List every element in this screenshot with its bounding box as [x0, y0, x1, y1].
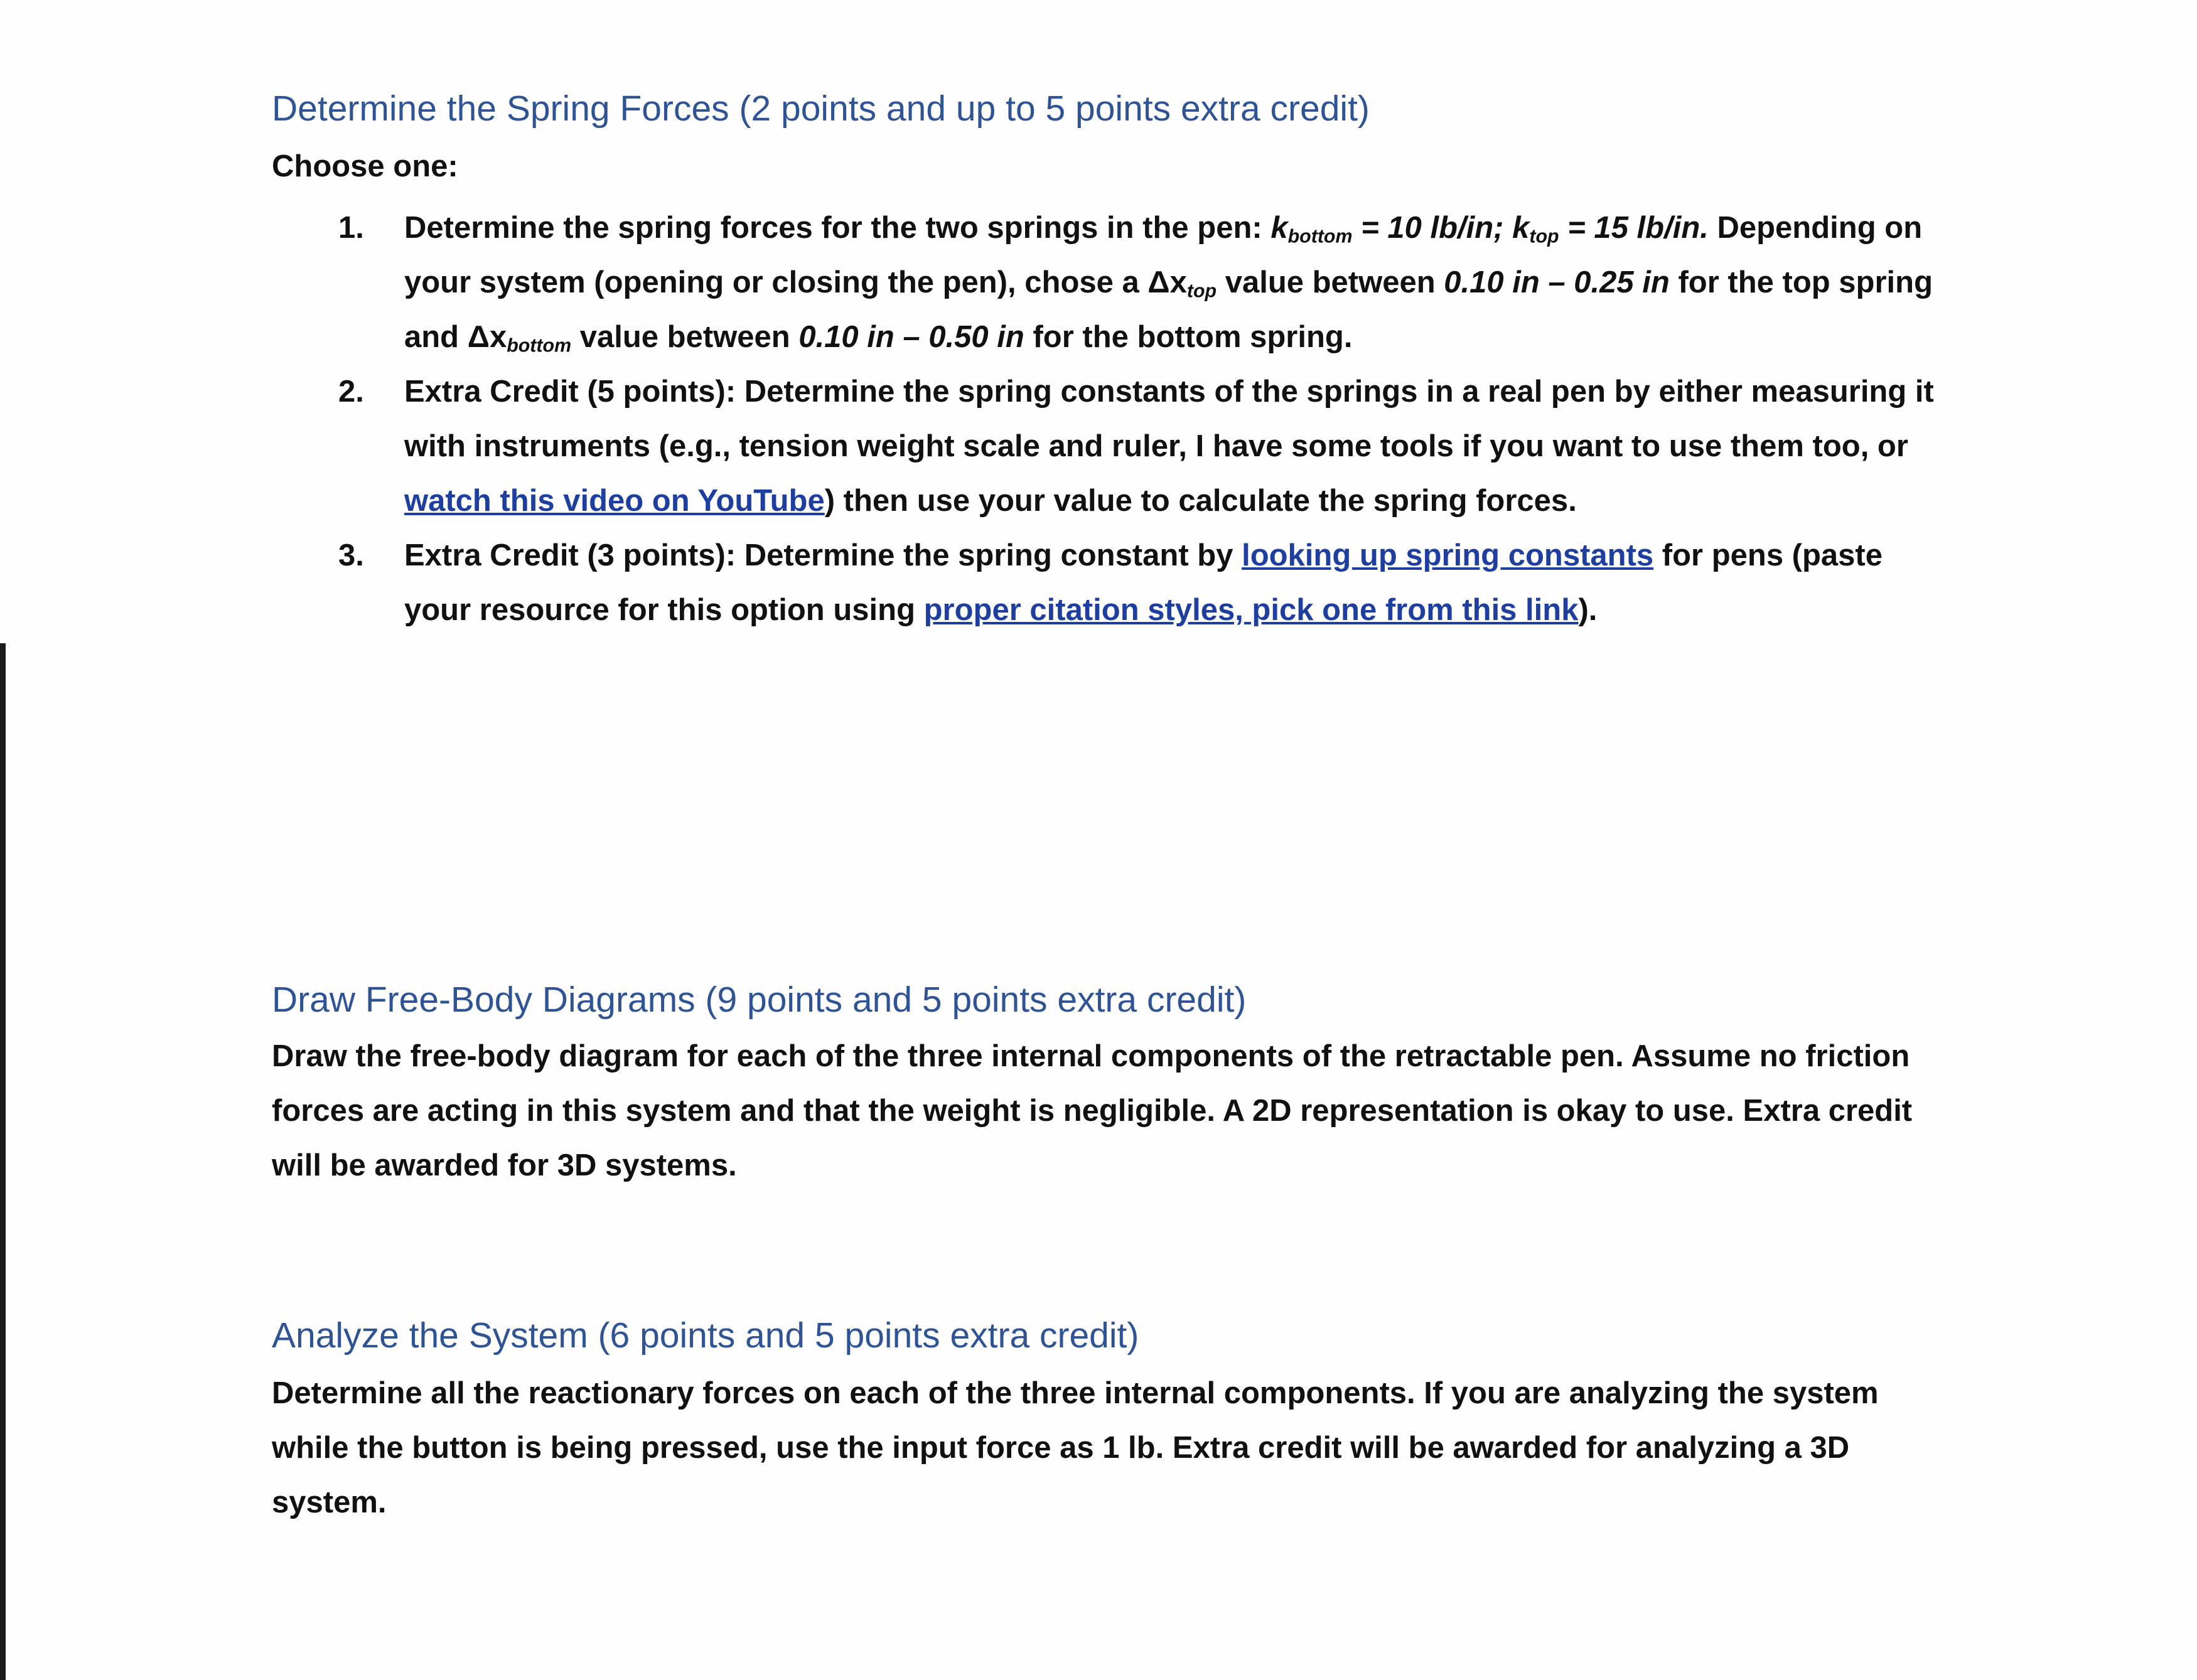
section-heading-free-body-diagrams: Draw Free-Body Diagrams (9 points and 5 points extra credit) [272, 980, 1247, 1020]
option-text [404, 211, 1933, 354]
text-segment: Determine the spring forces for the two springs in the pen: [404, 211, 1271, 245]
text-segment: value between [1217, 265, 1444, 299]
subscript-text: top [1186, 280, 1217, 302]
option-item-2 [338, 365, 1945, 528]
choose-one-label: Choose one: [272, 149, 458, 183]
hyperlink[interactable]: looking up spring constants [1242, 538, 1654, 572]
text-segment: ). [1578, 593, 1598, 627]
text-segment: for the bottom spring. [1024, 320, 1353, 354]
option-number: 3. [338, 538, 364, 572]
analyze-system-instructions: Determine all the reactionary forces on each of the three internal components. If you are analyzing the system while the button is being pressed, use the input force as 1 lb. Extra credit will be awarded for analyzing a 3D system. [272, 1376, 1879, 1519]
text-segment: for the top spring and Δx [404, 265, 1933, 354]
italic-text: = 15 lb/in. [1559, 211, 1709, 245]
text-segment: ) then use your value to calculate the spring forces. [824, 484, 1577, 518]
option-number: 1. [338, 211, 364, 245]
text-segment: Extra Credit (5 points): Determine the spring constants of the springs in a real pen by either measuring it with instruments (e.g., tension weight scale and ruler, I have some tools if you want to use them too, or [404, 375, 1934, 463]
text-segment: value between [571, 320, 799, 354]
section-heading-analyze-system: Analyze the System (6 points and 5 points extra credit) [272, 1315, 1139, 1356]
italic-text: 0.10 in – 0.50 in [798, 320, 1024, 354]
hyperlink[interactable]: proper citation styles, pick one from this link [923, 593, 1579, 627]
free-body-diagrams-instructions: Draw the free-body diagram for each of the three internal components of the retractable pen. Assume no friction forces are acting in this system and that the weight is negligible. A 2D representation is okay to use. Extra credit will be awarded for 3D systems. [272, 1039, 1913, 1182]
option-text [404, 538, 1883, 627]
option-item-1 [338, 201, 1945, 365]
italic-text: 0.10 in – 0.25 in [1444, 265, 1670, 299]
text-segment: for pens (paste your resource for this option using [404, 538, 1883, 627]
hyperlink[interactable]: watch this video on YouTube [404, 484, 825, 518]
option-text [404, 375, 1934, 518]
scan-page-edge [0, 643, 6, 1680]
option-item-3 [338, 528, 1945, 638]
option-number: 2. [338, 375, 364, 409]
text-segment: Depending on your system (opening or closing the pen), chose a Δx [404, 211, 1923, 299]
subscript-text: top [1529, 225, 1559, 247]
section-heading-spring-forces: Determine the Spring Forces (2 points and up to 5 points extra credit) [272, 88, 1370, 129]
text-segment: Extra Credit (3 points): Determine the spring constant by [404, 538, 1242, 572]
subscript-text: bottom [507, 334, 572, 356]
options-list [338, 201, 1945, 638]
subscript-text: bottom [1287, 225, 1353, 247]
italic-text: k [1270, 211, 1288, 245]
italic-text: = 10 lb/in; k [1352, 211, 1530, 245]
